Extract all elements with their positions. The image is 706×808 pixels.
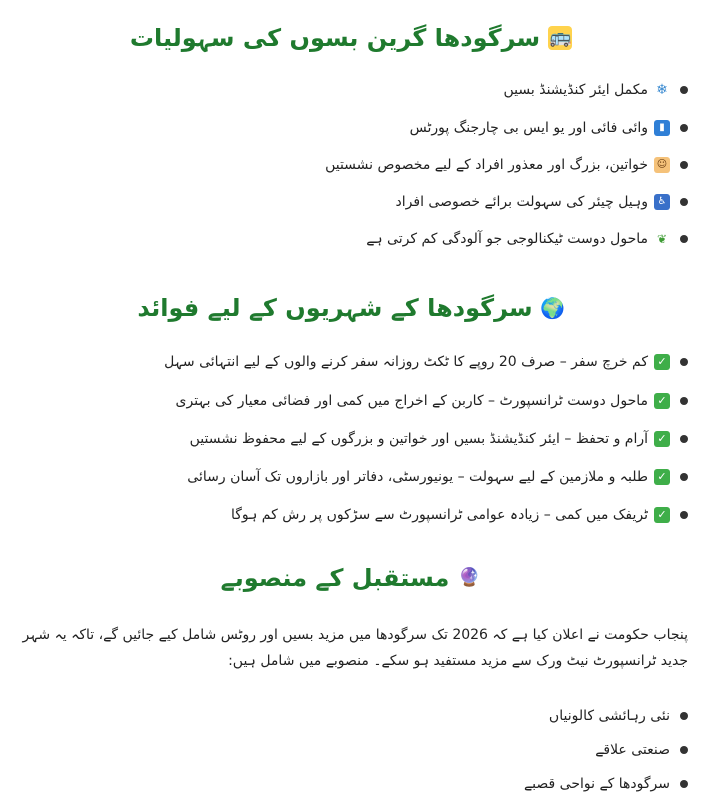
list-item — [14, 391, 688, 411]
section-title: سرگودھا گرین بسوں کی سہولیات — [129, 24, 541, 52]
globe-icon: 🌍 — [540, 296, 566, 320]
future-plans-intro: پنجاب حکومت نے اعلان کیا ہے کہ 2026 تک سرگودھا میں مزید بسیں اور روٹس شامل کیے جائیں گے، تاکہ یہ شہر جدید ٹرانسپورٹ نیٹ ورک سے مزید مستفید ہو سکے۔ منصوبے میں شامل ہیں: — [22, 627, 688, 669]
section-heading-facilities — [14, 20, 688, 56]
list-item-text: ماحول دوست ٹرانسپورٹ – کاربن کے اخراج میں کمی اور فضائی معیار کی بہتری — [175, 393, 648, 409]
wheelchair-icon: ♿ — [654, 194, 670, 210]
facilities-list — [14, 80, 688, 249]
list-item-text: طلبہ و ملازمین کے لیے سہولت – یونیورسٹی، دفاتر اور بازاروں تک آسان رسائی — [187, 469, 648, 485]
check-icon: ✓ — [654, 507, 670, 523]
list-item-text: مکمل ایئر کنڈیشنڈ بسیں — [503, 82, 648, 98]
list-item — [14, 118, 688, 138]
older-person-icon: ☺ — [654, 157, 670, 173]
check-icon: ✓ — [654, 354, 670, 370]
list-item-text: سرگودھا کے نواحی قصبے — [523, 776, 670, 792]
list-item — [14, 505, 688, 525]
section-heading-benefits — [14, 290, 688, 326]
check-icon: ✓ — [654, 469, 670, 485]
list-item-text: وائی فائی اور یو ایس بی چارجنگ پورٹس — [409, 120, 648, 136]
check-icon: ✓ — [654, 393, 670, 409]
list-item — [14, 80, 688, 100]
list-item-text: صنعتی علاقے — [595, 742, 670, 758]
section-title: مستقبل کے منصوبے — [220, 564, 450, 592]
bus-icon: 🚌 — [548, 27, 572, 48]
section-title: سرگودھا کے شہریوں کے لیے فوائد — [137, 294, 533, 322]
seedling-icon: ❦ — [656, 232, 668, 246]
crystal-ball-icon: 🔮 — [458, 567, 481, 588]
list-item — [14, 429, 688, 449]
list-item-text: کم خرچ سفر – صرف 20 روپے کا ٹکٹ روزانہ سفر کرنے والوں کے لیے انتہائی سہل — [164, 354, 648, 370]
section-heading-future-plans — [14, 560, 688, 596]
future-plans-list — [14, 706, 688, 794]
list-item — [14, 229, 688, 249]
list-item-text: ٹریفک میں کمی – زیادہ عوامی ٹرانسپورٹ سے سڑکوں پر رش کم ہوگا — [230, 507, 648, 523]
list-item-text: ماحول دوست ٹیکنالوجی جو آلودگی کم کرتی ہے — [366, 231, 648, 247]
list-item-text: خواتین، بزرگ اور معذور افراد کے لیے مخصوص نشستیں — [325, 157, 648, 173]
list-item — [14, 467, 688, 487]
list-item-text: آرام و تحفظ – ایئر کنڈیشنڈ بسیں اور خواتین و بزرگوں کے لیے محفوظ نشستیں — [189, 431, 648, 447]
list-item — [14, 352, 688, 372]
check-icon: ✓ — [654, 431, 670, 447]
benefits-list — [14, 352, 688, 525]
list-item — [14, 706, 688, 726]
list-item — [14, 774, 688, 794]
list-item — [14, 740, 688, 760]
list-item — [14, 192, 688, 212]
signal-bars-icon: ▮ — [654, 120, 670, 136]
list-item-text: نئی رہائشی کالونیاں — [548, 708, 670, 724]
list-item-text: وہیل چیئر کی سہولت برائے خصوصی افراد — [395, 194, 648, 210]
list-item — [14, 155, 688, 175]
snowflake-icon: ❄ — [656, 82, 668, 98]
